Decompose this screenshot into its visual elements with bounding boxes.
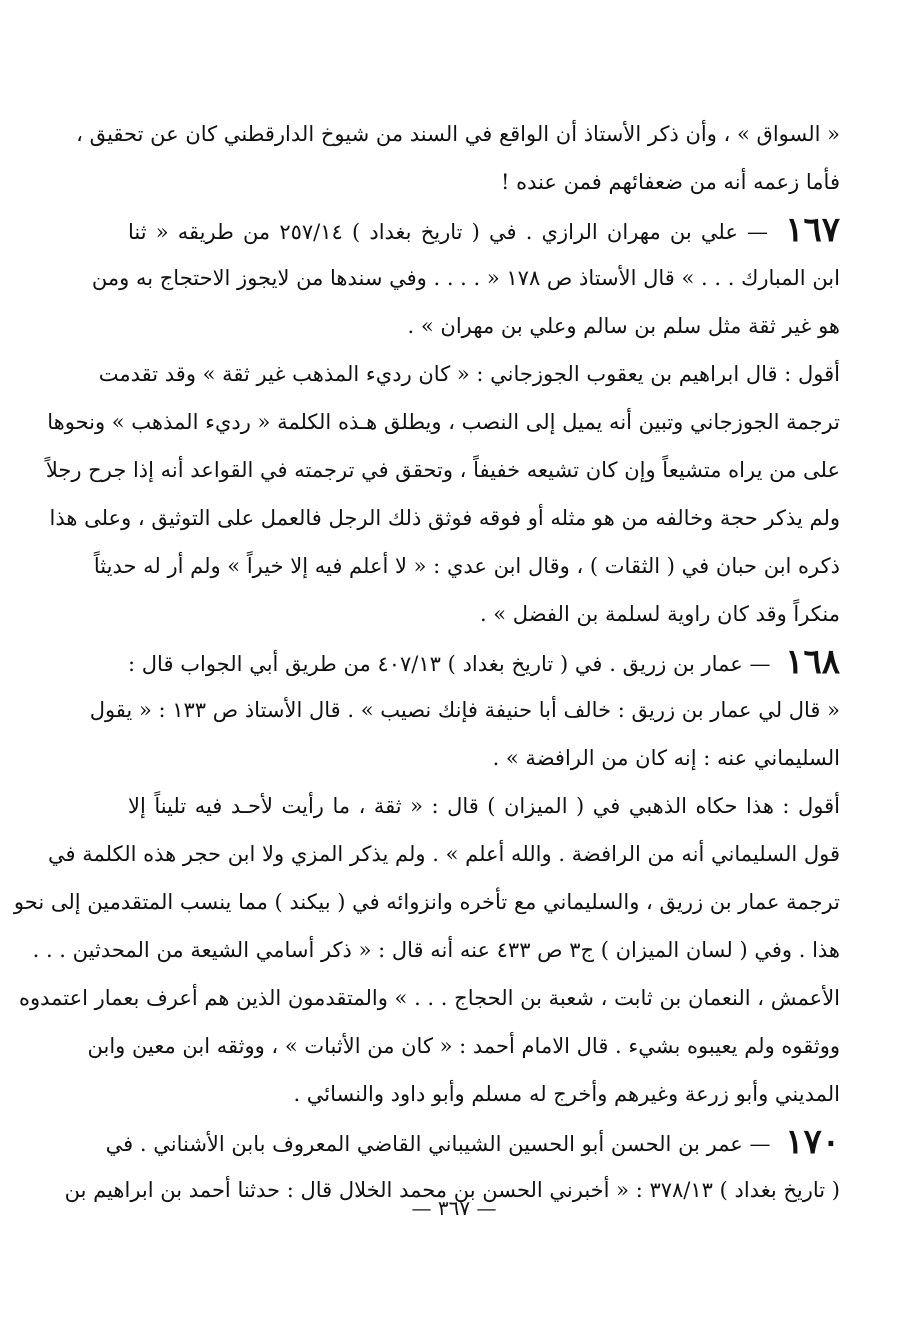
text-line: ووثقوه ولم يعيبوه بشيء . قال الامام أحمد : « كان من الأثبات » ، ووثقه ابن معين وابن	[87, 1034, 840, 1058]
entry-number: ١٦٨	[785, 642, 840, 682]
entry-text: — عمار بن زريق . في ( تاريخ بغداد ) ٤٠٧/١٣ من طريق أبي الجواب قال :	[128, 652, 771, 676]
text-line: ذكره ابن حبان في ( الثقات ) ، وقال ابن عدي : « لا أعلم فيه إلا خيراً » ولم أر له حديثاً	[93, 554, 840, 578]
text-line: على من يراه متشيعاً وإن كان تشيعه خفيفاً ، وتحقق في ترجمته في القواعد أنه إذا جرح رجلاً	[45, 458, 840, 482]
text-line: هو غير ثقة مثل سلم بن سالم وعلي بن مهران » .	[407, 314, 840, 338]
text-line: ( تاريخ بغداد ) ٣٧٨/١٣ : « أخبرني الحسن بن محمد الخلال قال : حدثنا أحمد بن ابراهيم بن	[64, 1178, 840, 1202]
text-line: قول السليماني أنه من الرافضة . والله أعلم » . ولم يذكر المزي ولا ابن حجر هذه الكلمة في	[48, 842, 840, 866]
text-line: هذا . وفي ( لسان الميزان ) ج٣ ص ٤٣٣ عنه أنه قال : « ذكر أسامي الشيعة من المحدثين . . .	[32, 938, 840, 962]
text-line: منكراً وقد كان راوية لسلمة بن الفضل » .	[479, 602, 840, 626]
entry-text: — علي بن مهران الرازي . في ( تاريخ بغداد ) ٢٥٧/١٤ من طريقه « ثنا	[128, 220, 769, 244]
text-line: « قال لي عمار بن زريق : خالف أبا حنيفة فإنك نصيب » . قال الأستاذ ص ١٣٣ : « يقول	[89, 698, 840, 722]
text-line: السليماني عنه : إنه كان من الرافضة » .	[492, 746, 840, 770]
text-line: ولم يذكر حجة وخالفه من هو مثله أو فوقه فوثق ذلك الرجل فالعمل على التوثيق ، وعلى هذا	[49, 506, 840, 530]
text-line: أقول : قال ابراهيم بن يعقوب الجوزجاني : « كان رديء المذهب غير ثقة » وقد تقدمت	[98, 362, 840, 386]
text-line: ترجمة الجوزجاني وتبين أنه يميل إلى النصب ، ويطلق هـذه الكلمة « رديء المذهب » ونحوها	[47, 410, 840, 434]
entry-number: ١٧٠	[785, 1122, 840, 1162]
entry-heading-170	[105, 1118, 840, 1166]
text-line: فأما زعمه أنه من ضعفائهم فمن عنده !	[500, 170, 840, 194]
text-line: أقول : هذا حكاه الذهبي في ( الميزان ) قال : « ثقة ، ما رأيت لأحـد فيه تليناً إلا	[128, 794, 840, 818]
entry-heading-168	[128, 638, 840, 686]
entry-heading-167	[128, 206, 840, 254]
text-line: المديني وأبو زرعة وغيرهم وأخرج له مسلم وأبو داود والنسائي .	[293, 1082, 840, 1106]
text-line: ابن المبارك . . . » قال الأستاذ ص ١٧٨ « . . . . وفي سندها من لايجوز الاحتجاج به ومن	[91, 266, 840, 290]
page-number: — ٣٦٧ —	[411, 1196, 497, 1220]
text-line: الأعمش ، النعمان بن ثابت ، شعبة بن الحجاج . . . » والمتقدمون الذين هم أعرف بعمار اعتمدوه	[18, 986, 840, 1010]
text-line: ترجمة عمار بن زريق ، والسليماني مع تأخره وانزوائه في ( بيكند ) مما ينسب المتقدمين إلى نحو	[13, 890, 840, 914]
entry-number: ١٦٧	[785, 210, 840, 250]
text-line: « السواق » ، وأن ذكر الأستاذ أن الواقع في السند من شيوخ الدارقطني كان عن تحقيق ،	[76, 122, 840, 146]
entry-text: — عمر بن الحسن أبو الحسين الشيباني القاضي المعروف بابن الأشناني . في	[105, 1132, 771, 1156]
main-text	[13, 110, 840, 1214]
